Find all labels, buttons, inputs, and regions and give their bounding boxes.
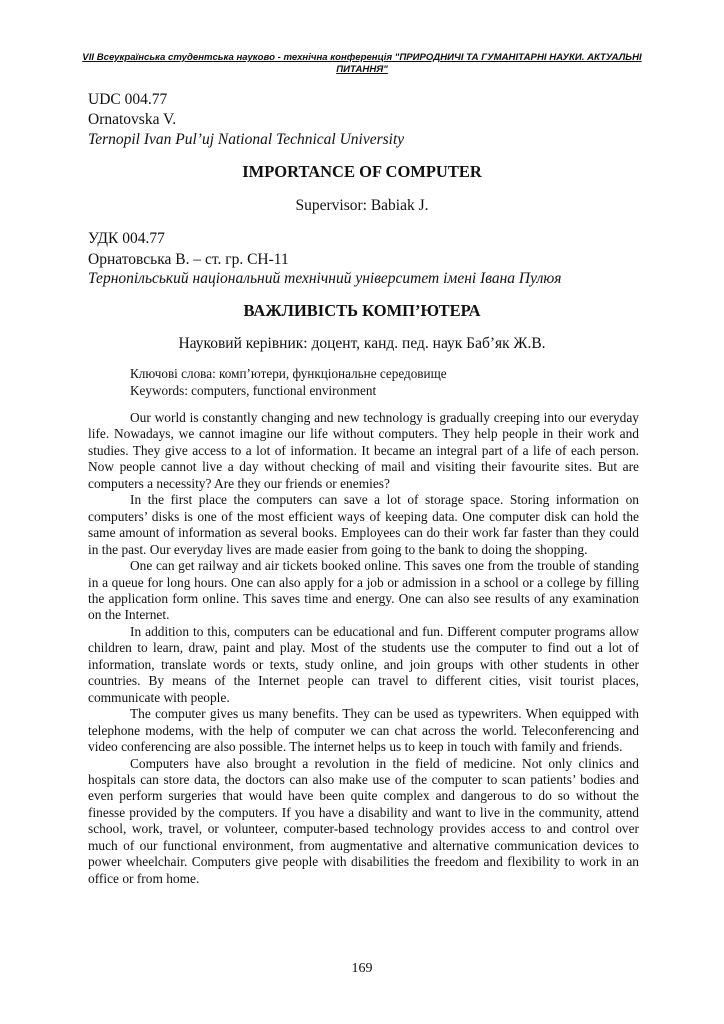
udc-ua: УДК 004.77 [88, 230, 165, 247]
paragraph: The computer gives us many benefits. They can be used as typewriters. When equipped with telephone modems, with the help of computer we can chat across the world. Teleconferencing and video conferencing are also possible. The internet helps us to keep in touch with family and friends. [88, 706, 639, 755]
paper-title-ua: ВАЖЛИВІСТЬ КОМП’ЮТЕРА [243, 301, 481, 320]
keywords-ua: Ключові слова: комп’ютери, функціональне середовище [130, 366, 447, 381]
paragraph: Our world is constantly changing and new technology is gradually creeping into our everyday life. Nowadays, we cannot imagine our life without computers. They help people in their work and studies. They give access to a lot of information. It became an integral part of a life of each person. Now people cannot live a day without checking of mail and visiting their favourite sites. But are computers a necessity? Are they our friends or enemies? [88, 410, 639, 491]
author-en: Ornatovska V. [88, 111, 177, 128]
supervisor-ua: Науковий керівник: доцент, канд. пед. наук Баб’як Ж.В. [178, 335, 546, 352]
author-ua: Орнатовська В. – ст. гр. СН-11 [88, 251, 289, 268]
conference-header: VII Всеукраїнська студентська науково - технічна конференція "ПРИРОДНИЧІ ТА ГУМАНІТАРНІ НАУКИ. АКТУАЛЬНІ ПИТАННЯ" [82, 52, 642, 75]
affiliation-ua: Тернопільський національний технічний університет імені Івана Пулюя [88, 270, 562, 287]
page-number: 169 [351, 961, 373, 976]
paper-title-en: IMPORTANCE OF COMPUTER [242, 162, 482, 181]
paragraph: Computers have also brought a revolution in the field of medicine. Not only clinics and hospitals can store data, the doctors can also make use of the computer to scan patients’ bodies and even perform surgeries that would have been quite complex and dangerous to do so without the finesse provided by the computers. If you have a disability and want to live in the community, attend school, work, travel, or volunteer, computer-based technology provides access to and control over much of our functional environment, from augmentative and alternative communication devices to power wheelchair. Computers give people with disabilities the freedom and flexibility to work in an office or from home. [88, 755, 639, 886]
udc-en: UDC 004.77 [88, 91, 168, 108]
paragraph: One can get railway and air tickets booked online. This saves one from the trouble of standing in a queue for long hours. One can also apply for a job or admission in a school or a college by filling the application form online. This saves time and energy. One can also see results of any examination on the Internet. [88, 558, 639, 623]
paragraph: In addition to this, computers can be educational and fun. Different computer programs allow children to learn, draw, paint and play. Most of the students use the computer to find out a lot of information, translate words or texts, study online, and join groups with other students in other countries. By means of the Internet people can travel to different cities, visit tourist places, communicate with people. [88, 623, 639, 705]
affiliation-en: Ternopil Ivan Pul’uj National Technical University [88, 131, 405, 148]
keywords-en: Keywords: computers, functional environment [130, 383, 377, 398]
supervisor-en: Supervisor: Babiak J. [295, 197, 429, 214]
paragraph: In the first place the computers can save a lot of storage space. Storing information on computers’ disks is one of the most efficient ways of keeping data. One computer disk can hold the same amount of information as several books. Employees can do their work far faster than they could in the past. Our everyday lives are made easier from going to the bank to doing the shopping. [88, 492, 639, 557]
body-text [88, 410, 639, 887]
